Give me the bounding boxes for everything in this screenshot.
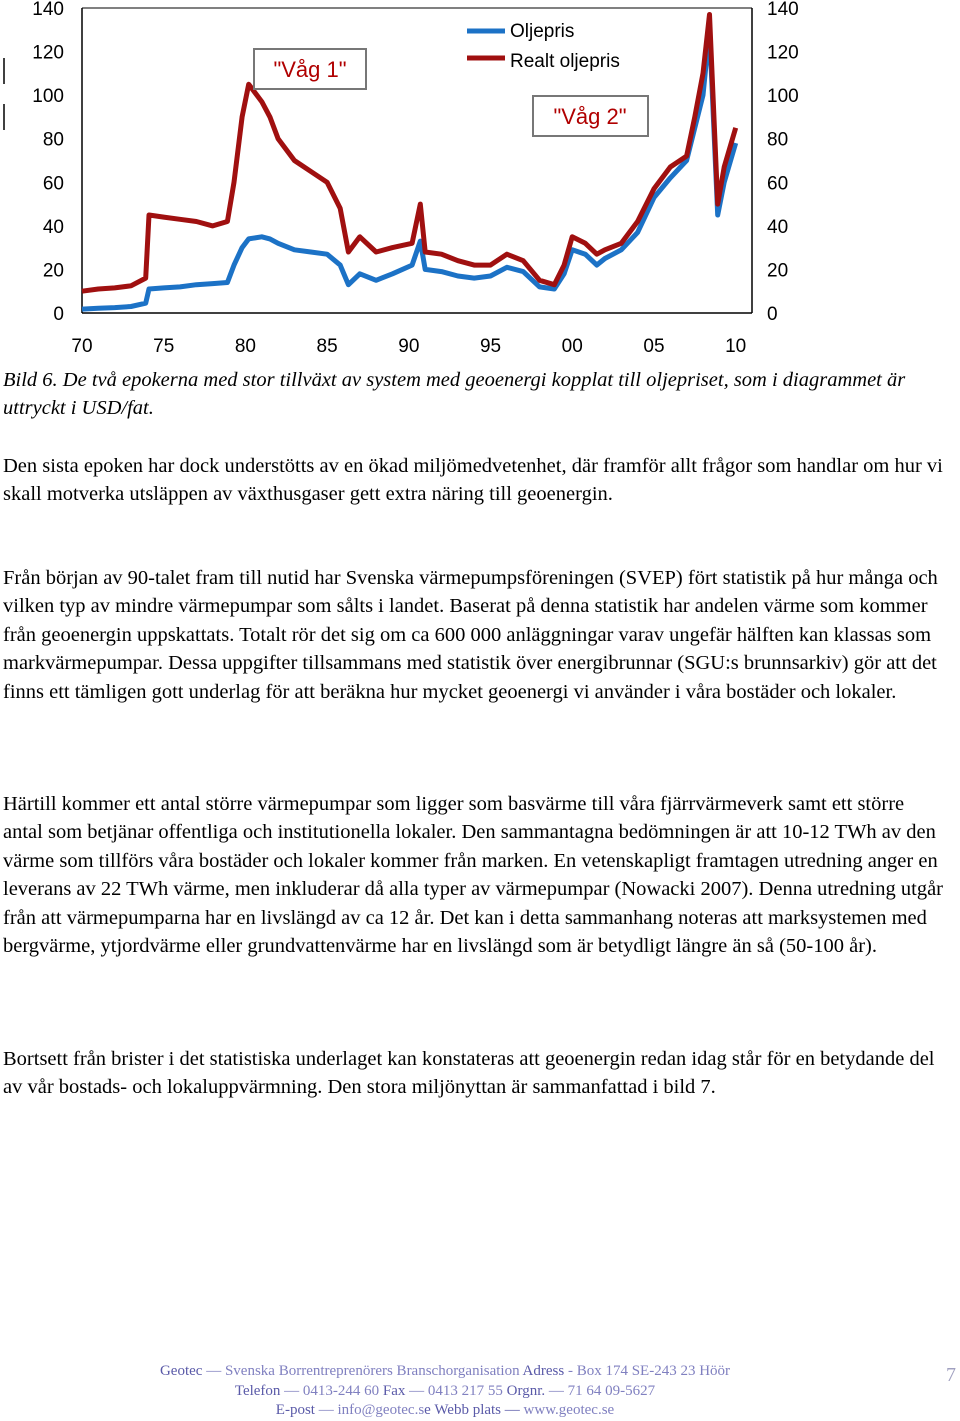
footer-phone: 0413-244 60 <box>302 1382 380 1399</box>
x-tick-05: 05 <box>643 336 665 357</box>
footer-address-label: Adress <box>522 1363 565 1379</box>
series-line-realt-oljepris <box>82 15 736 292</box>
page-footer <box>0 1362 890 1421</box>
y-tick-right-0: 0 <box>767 304 778 325</box>
footer-orgnr-label: Orgnr. <box>506 1382 546 1399</box>
footer-email-label: E-post <box>275 1402 315 1418</box>
x-tick-90: 90 <box>398 336 420 357</box>
x-tick-95: 95 <box>479 336 502 357</box>
y-tick-left-100: 100 <box>32 86 64 108</box>
footer-org: Geotec <box>159 1363 203 1379</box>
wave1-label: "Våg 1" <box>273 57 347 82</box>
y-tick-right-120: 120 <box>767 42 799 64</box>
y-tick-right-20: 20 <box>767 260 789 282</box>
footer-web-label: Webb plats <box>434 1402 502 1418</box>
footer-fax: 0413 217 55 <box>427 1382 503 1399</box>
footer-line-1 <box>0 1362 890 1382</box>
footer-phone-label: Telefon <box>234 1382 281 1399</box>
y-tick-left-80: 80 <box>42 129 64 151</box>
series-line-oljepris <box>82 30 736 309</box>
paragraph-2: Från början av 90-talet fram till nutid har Svenska värmepumpsföreningen (SVEP) fört statistik på hur många och vilken typ av mindre värmepumpar som sålts i landet. Baserat på denna statistik har andelen värme som kommer från geoenergin uppskattats. Totalt rör det sig om ca 600 000 anläggningar varav ungefär hälften kan klassas som markvärmepumpar. Dessa uppgifter tillsammans med statistik över energibrunnar (SGU:s brunnsarkiv) gör att det finns ett tämligen gott underlag för att beräkna hur mycket geoenergi vi använder i våra bostäder och lokaler. <box>3 567 938 703</box>
footer-orgnr: 71 64 09-5627 <box>567 1382 656 1399</box>
oil-price-chart <box>0 0 960 362</box>
footer-dash-6: — <box>504 1402 520 1418</box>
footer-fax-label: Fax <box>382 1382 406 1399</box>
footer-line-3 <box>0 1401 890 1421</box>
wave2-label: "Våg 2" <box>553 104 627 129</box>
x-tick-75: 75 <box>153 336 175 357</box>
figure-caption: Bild 6. De två epokerna med stor tillväxt av system med geoenergi kopplat till oljepriset, som i diagrammet är uttryckt i USD/fat. <box>3 369 906 419</box>
y-tick-left-120: 120 <box>32 42 64 64</box>
y-tick-right-140: 140 <box>767 0 799 20</box>
footer-dash-1: — <box>206 1363 222 1379</box>
x-tick-85: 85 <box>316 336 338 357</box>
footer-dash-2: — <box>284 1382 300 1399</box>
x-tick-00: 00 <box>561 336 583 357</box>
footer-dash-5: — <box>318 1402 334 1418</box>
x-tick-10: 10 <box>725 336 747 357</box>
footer-org-full: Svenska Borrentreprenörers Branschorganisation <box>224 1363 520 1379</box>
chart-legend <box>467 21 620 72</box>
page-number: 7 <box>946 1364 956 1386</box>
x-tick-80: 80 <box>234 336 256 357</box>
paragraph-3: Härtill kommer ett antal större värmepumpar som ligger som basvärme till våra fjärrvärmeverk samt ett större antal som betjänar offentliga och institutionella lokaler. Den sammantagna bedömningen är att 10-12 TWh av den värme som tillförs våra bostäder och lokaler kommer från marken. En vetenskapligt framtagen utredning anger en leverans av 22 TWh värme, men inkluderar då alla typer av värmepumpar (Nowacki 2007). Denna utredning utgår från att värmepumparna har en livslängd av ca 12 år. Det kan i detta sammanhang noteras att marksystemen med bergvärme, ytjordvärme eller grundvattenvärme har en livslängd som är betydligt längre än så (50-100 år). <box>3 793 943 958</box>
footer-email-b: e <box>424 1402 431 1418</box>
y-tick-right-60: 60 <box>767 173 789 195</box>
footer-dash-4: — <box>548 1382 564 1399</box>
footer-address: - Box 174 SE-243 23 Höör <box>567 1363 731 1379</box>
legend-label-oljepris: Oljepris <box>510 21 575 42</box>
footer-dash-3: — <box>409 1382 425 1399</box>
footer-email-a: info@geotec.s <box>337 1402 425 1418</box>
y-tick-left-40: 40 <box>42 216 64 238</box>
footer-line-2 <box>0 1382 890 1402</box>
y-tick-left-20: 20 <box>42 260 64 282</box>
x-tick-70: 70 <box>71 336 93 357</box>
paragraph-1: Den sista epoken har dock understötts av en ökad miljömedvetenhet, där framför allt frågor som handlar om hur vi skall motverka utsläppen av växthusgaser gett extra näring till geoenergin. <box>3 455 943 506</box>
y-tick-right-80: 80 <box>767 129 789 151</box>
paragraph-4: Bortsett från brister i det statistiska underlaget kan konstateras att geoenergin redan idag står för en betydande del av vår bostads- och lokaluppvärmning. Den stora miljönyttan är sammanfattad i bild 7. <box>3 1048 935 1099</box>
y-tick-right-100: 100 <box>767 86 799 108</box>
y-tick-left-0: 0 <box>53 304 64 325</box>
wave2-label-box <box>533 96 648 136</box>
legend-label-realt-oljepris: Realt oljepris <box>510 51 620 72</box>
y-tick-left-60: 60 <box>42 173 64 195</box>
footer-email-link[interactable] <box>337 1402 430 1418</box>
y-tick-right-40: 40 <box>767 216 789 238</box>
wave1-label-box <box>254 49 366 89</box>
footer-web-link[interactable]: www.geotec.se <box>523 1402 615 1418</box>
y-tick-left-140: 140 <box>32 0 64 20</box>
